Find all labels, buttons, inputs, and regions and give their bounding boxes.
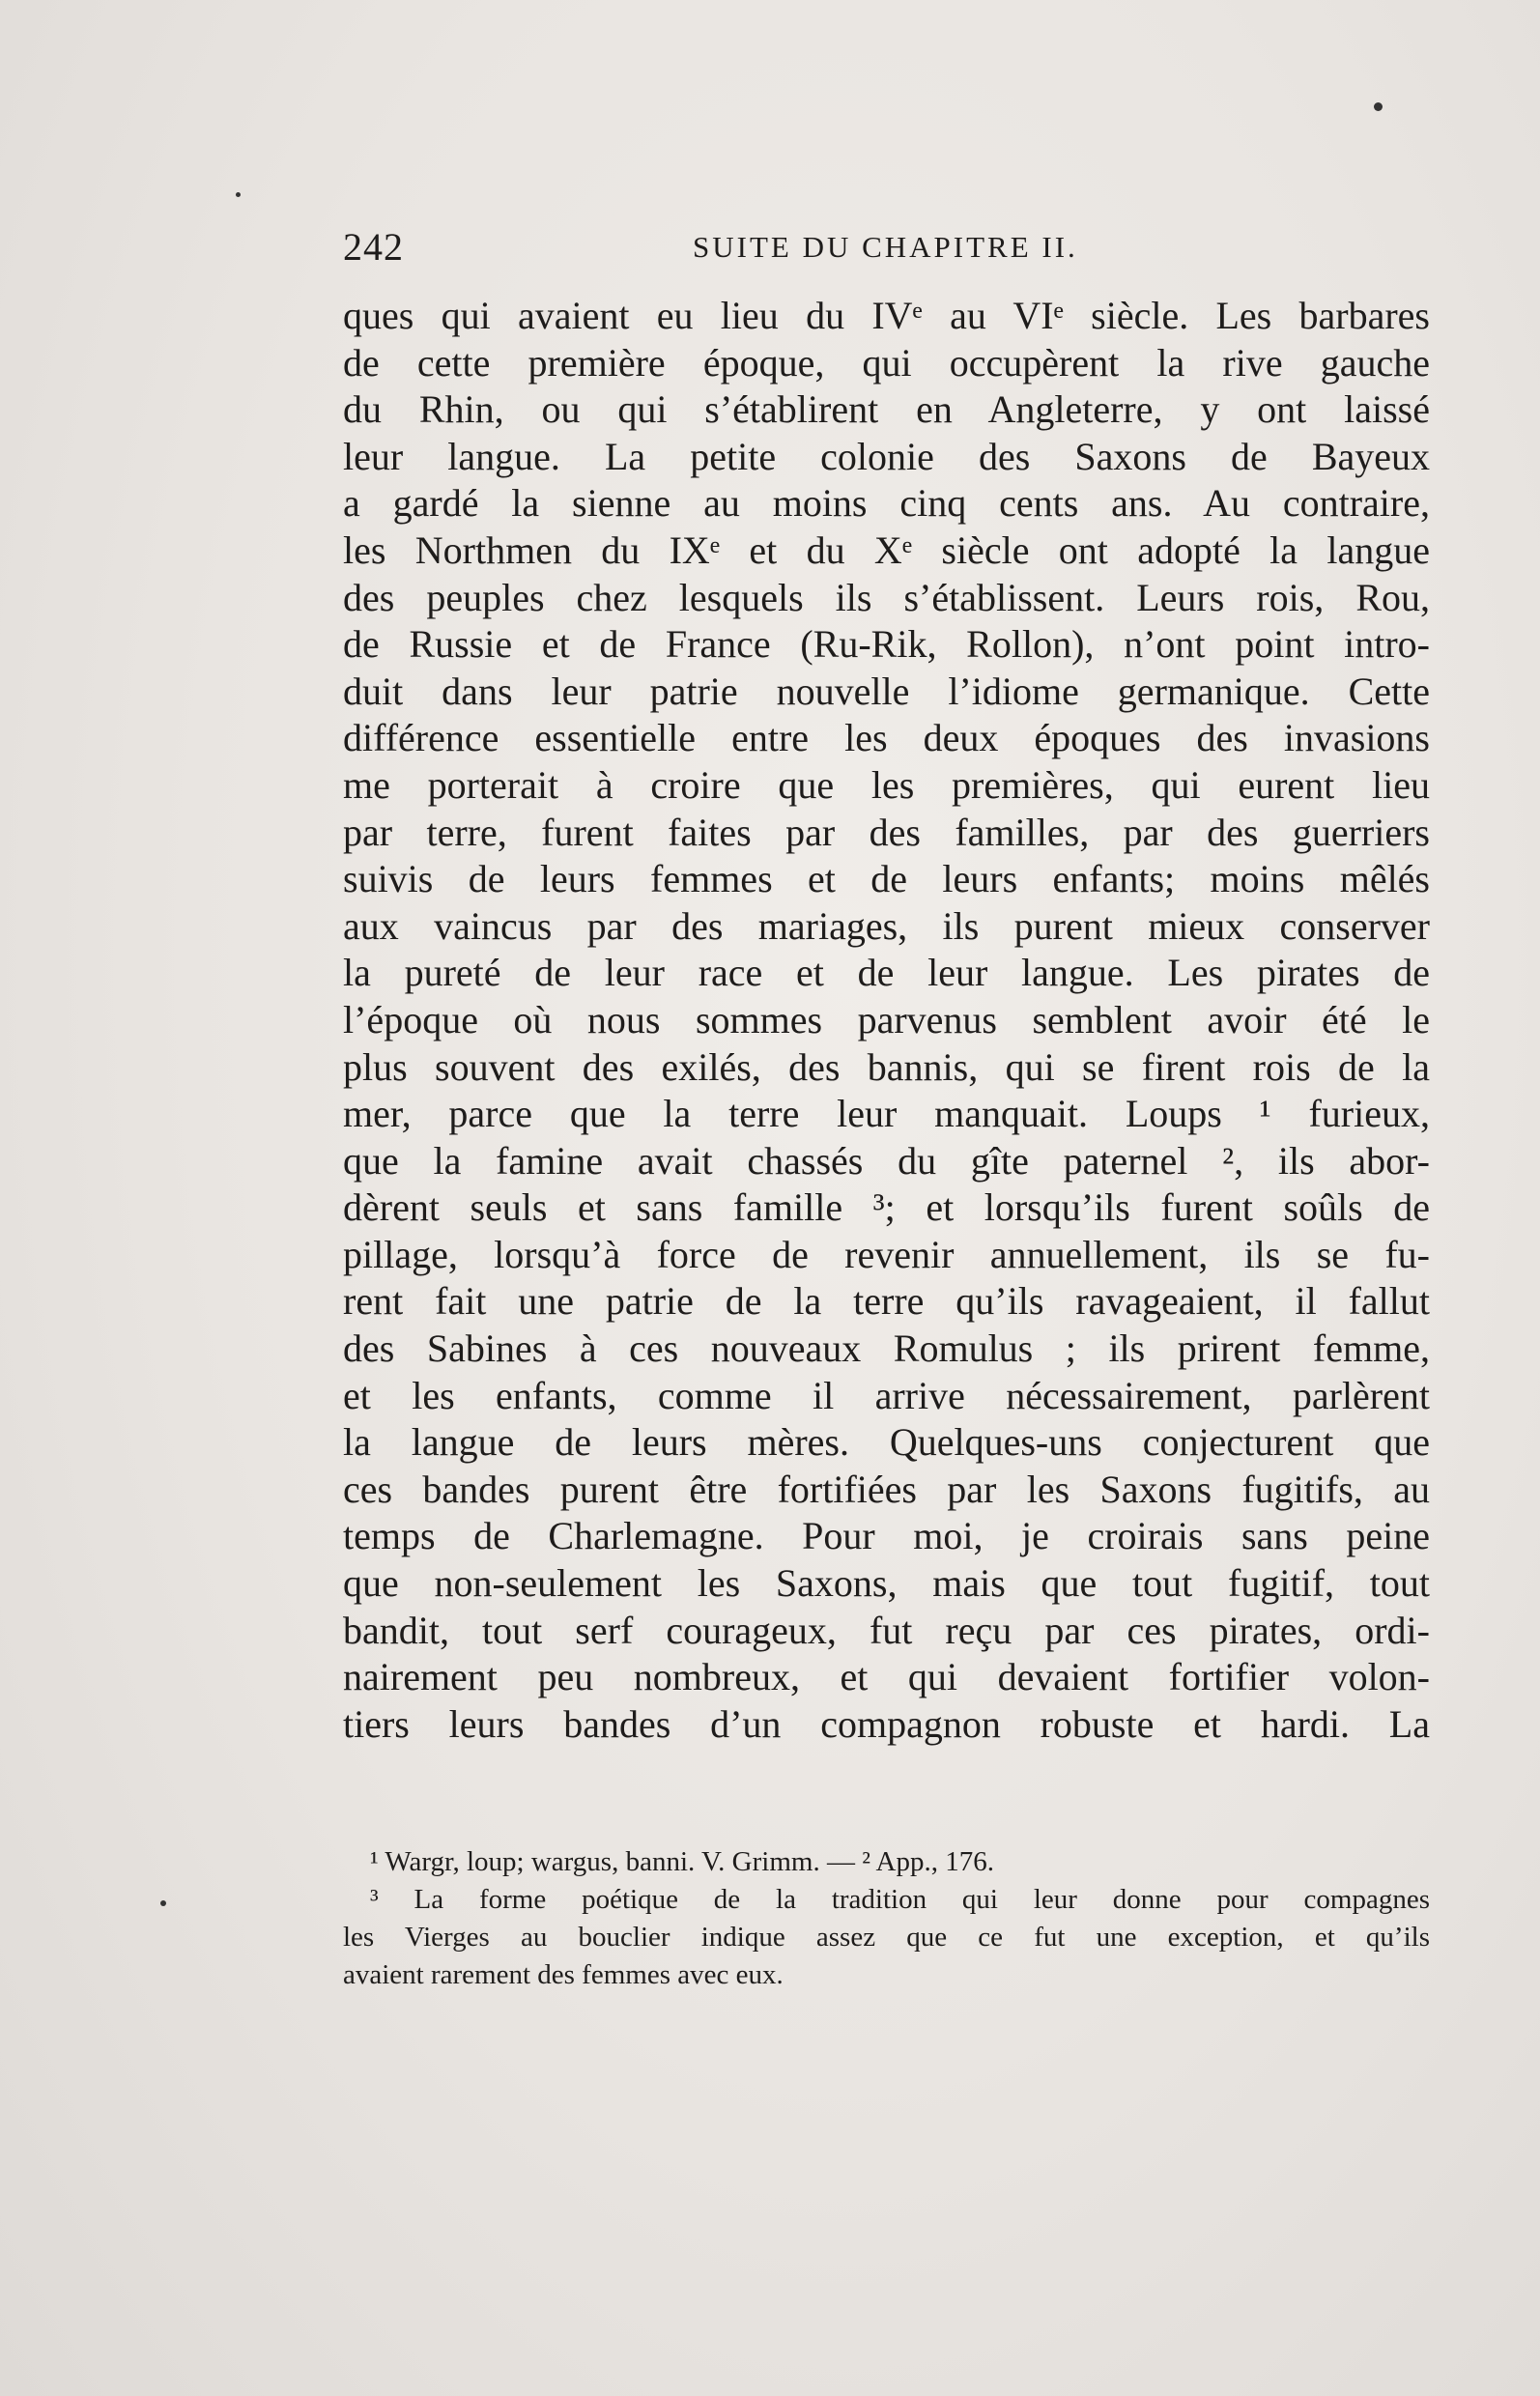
- text-line: leur langue. La petite colonie des Saxons de Bayeux: [343, 434, 1430, 478]
- text-line: suivis de leurs femmes et de leurs enfants; moins mêlés: [343, 857, 1430, 901]
- text-line: que non-seulement les Saxons, mais que tout fugitif, tout: [343, 1561, 1430, 1606]
- text-line: la pureté de leur race et de leur langue. Les pirates de: [343, 951, 1430, 995]
- text-line: du Rhin, ou qui s’établirent en Angleterre, y ont laissé: [343, 387, 1430, 432]
- text-line: nairement peu nombreux, et qui devaient fortifier volon-: [343, 1655, 1430, 1699]
- text-line: ques qui avaient eu lieu du IVᵉ au VIᵉ siècle. Les barbares: [343, 294, 1430, 337]
- text-line: les Northmen du IXᵉ et du Xᵉ siècle ont adopté la langue: [343, 528, 1430, 572]
- text-line: me porterait à croire que les premières, qui eurent lieu: [343, 762, 1430, 807]
- chapter-title: SUITE DU CHAPITRE II.: [693, 230, 1078, 264]
- text-line: de cette première époque, qui occupèrent la rive gauche: [343, 340, 1430, 385]
- text-line: des Sabines à ces nouveaux Romulus ; ils prirent femme,: [343, 1326, 1430, 1371]
- text-line: rent fait une patrie de la terre qu’ils ravageaient, il fallut: [343, 1279, 1430, 1324]
- text-line: de Russie et de France (Ru-Rik, Rollon), n’ont point intro-: [343, 622, 1430, 667]
- text-line: a gardé la sienne au moins cinq cents ans. Au contraire,: [343, 481, 1430, 526]
- text-line: duit dans leur patrie nouvelle l’idiome germanique. Cette: [343, 669, 1430, 713]
- footnote-line: les Vierges au bouclier indique assez que ce fut une exception, et qu’ils: [343, 1922, 1430, 1953]
- text-line: et les enfants, comme il arrive nécessairement, parlèrent: [343, 1373, 1430, 1417]
- text-line: l’époque où nous sommes parvenus semblent avoir été le: [343, 997, 1430, 1041]
- text-line: bandit, tout serf courageux, fut reçu par ces pirates, ordi-: [343, 1608, 1430, 1652]
- text-line: pillage, lorsqu’à force de revenir annuellement, ils se fu-: [343, 1232, 1430, 1276]
- text-line: plus souvent des exilés, des bannis, qui se firent rois de la: [343, 1044, 1430, 1089]
- text-line: aux vaincus par des mariages, ils purent mieux conserver: [343, 903, 1430, 948]
- ink-speck: [160, 1900, 166, 1906]
- text-line: par terre, furent faites par des familles, par des guerriers: [343, 810, 1430, 854]
- text-line: la langue de leurs mères. Quelques-uns conjecturent que: [343, 1420, 1430, 1465]
- text-line: dèrent seuls et sans famille ³; et lorsqu’ils furent soûls de: [343, 1185, 1430, 1230]
- text-line: temps de Charlemagne. Pour moi, je croirais sans peine: [343, 1514, 1430, 1558]
- text-line: différence essentielle entre les deux époques des invasions: [343, 716, 1430, 760]
- text-line: des peuples chez lesquels ils s’établissent. Leurs rois, Rou,: [343, 575, 1430, 619]
- footnote-line: ¹ Wargr, loup; wargus, banni. V. Grimm. — ² App., 176.: [370, 1846, 994, 1877]
- text-line: mer, parce que la terre leur manquait. Loups ¹ furieux,: [343, 1092, 1430, 1136]
- body-text: [343, 293, 1430, 1748]
- page-number: 242: [343, 225, 404, 269]
- footnote-line: ³ La forme poétique de la tradition qui leur donne pour compagnes: [370, 1884, 1430, 1915]
- text-line: que la famine avait chassés du gîte paternel ², ils abor-: [343, 1138, 1430, 1183]
- footnote-line: avaient rarement des femmes avec eux.: [343, 1959, 784, 1990]
- ink-speck: [236, 192, 241, 197]
- text-line: ces bandes purent être fortifiées par les Saxons fugitifs, au: [343, 1467, 1430, 1511]
- footnotes: [343, 1843, 1430, 1994]
- running-head: [343, 224, 1425, 282]
- ink-speck: [1374, 102, 1383, 111]
- text-line: tiers leurs bandes d’un compagnon robuste et hardi. La: [343, 1701, 1430, 1746]
